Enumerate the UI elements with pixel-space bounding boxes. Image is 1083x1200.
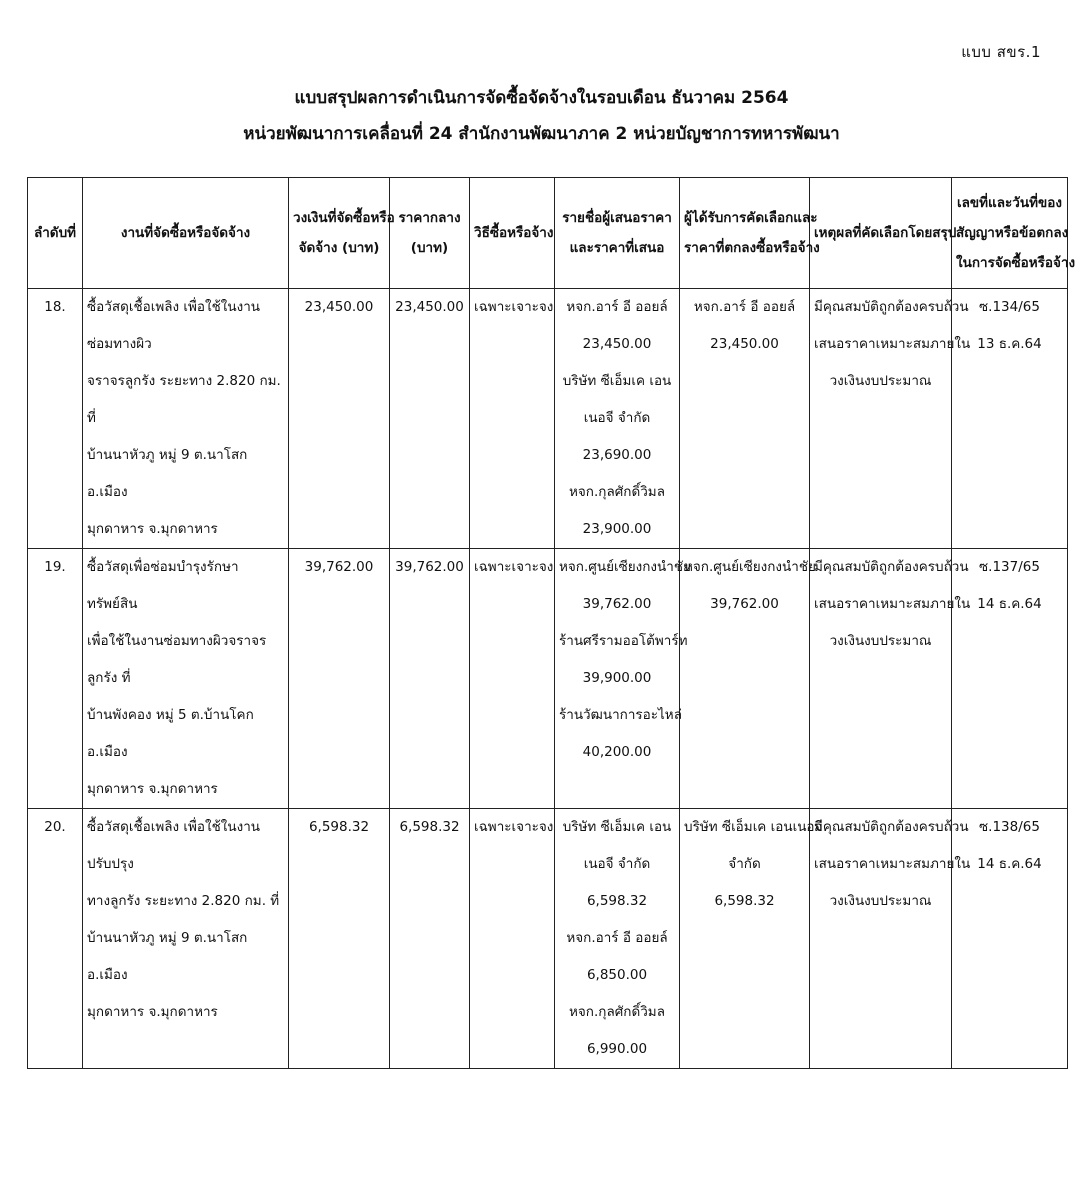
- cell-median-price: 6,598.32: [390, 809, 470, 1069]
- title-line-1: แบบสรุปผลการดำเนินการจัดซื้อจัดจ้างในรอบเดือน ธันวาคม 2564: [294, 88, 789, 108]
- header-reason: เหตุผลที่คัดเลือกโดยสรุป: [810, 178, 952, 289]
- header-item: งานที่จัดซื้อหรือจัดจ้าง: [83, 178, 289, 289]
- cell-method: เฉพาะเจาะจง: [470, 289, 555, 549]
- cell-median-price: 23,450.00: [390, 289, 470, 549]
- form-code: แบบ สขร.1: [961, 43, 1041, 61]
- header-winner: ผู้ได้รับการคัดเลือกและ ราคาที่ตกลงซื้อหรือจ้าง: [680, 178, 810, 289]
- cell-method: เฉพาะเจาะจง: [470, 549, 555, 809]
- table-row: [28, 289, 1068, 549]
- cell-method: เฉพาะเจาะจง: [470, 809, 555, 1069]
- cell-item: ซื้อวัสดุเพื่อซ่อมบำรุงรักษาทรัพย์สิน เพื่อใช้ในงานซ่อมทางผิวจราจรลูกรัง ที่ บ้านพังคอง หมู่ 5 ต.บ้านโคก อ.เมือง มุกดาหาร จ.มุกดาหาร: [83, 549, 289, 809]
- cell-no: 19.: [28, 549, 83, 809]
- cell-contract: ซ.137/65 14 ธ.ค.64: [952, 549, 1068, 809]
- document-title: [0, 80, 1083, 152]
- cell-no: 20.: [28, 809, 83, 1069]
- table-row: [28, 549, 1068, 809]
- cell-budget: 39,762.00: [289, 549, 390, 809]
- cell-no: 18.: [28, 289, 83, 549]
- header-no: ลำดับที่: [28, 178, 83, 289]
- header-bidders: รายชื่อผู้เสนอราคา และราคาที่เสนอ: [555, 178, 680, 289]
- cell-reason: มีคุณสมบัติถูกต้องครบถ้วน เสนอราคาเหมาะสมภายใน วงเงินงบประมาณ: [810, 289, 952, 549]
- procurement-summary-table: [27, 177, 1076, 1069]
- table-header-row: [28, 178, 1068, 289]
- cell-item: ซื้อวัสดุเชื้อเพลิง เพื่อใช้ในงานปรับปรุง ทางลูกรัง ระยะทาง 2.820 กม. ที่ บ้านนาหัวภู หมู่ 9 ต.นาโสก อ.เมือง มุกดาหาร จ.มุกดาหาร: [83, 809, 289, 1069]
- cell-reason: มีคุณสมบัติถูกต้องครบถ้วน เสนอราคาเหมาะสมภายใน วงเงินงบประมาณ: [810, 549, 952, 809]
- cell-median-price: 39,762.00: [390, 549, 470, 809]
- cell-budget: 23,450.00: [289, 289, 390, 549]
- header-method: วิธีซื้อหรือจ้าง: [470, 178, 555, 289]
- cell-reason: มีคุณสมบัติถูกต้องครบถ้วน เสนอราคาเหมาะสมภายใน วงเงินงบประมาณ: [810, 809, 952, 1069]
- cell-contract: ซ.134/65 13 ธ.ค.64: [952, 289, 1068, 549]
- header-budget: วงเงินที่จัดซื้อหรือ จัดจ้าง (บาท): [289, 178, 390, 289]
- header-contract: เลขที่และวันที่ของ สัญญาหรือข้อตกลง ในการจัดซื้อหรือจ้าง: [952, 178, 1068, 289]
- cell-bidders: บริษัท ซีเอ็มเค เอน เนอจี จำกัด 6,598.32 หจก.อาร์ อี ออยล์ 6,850.00 หจก.กุลศักดิ์วิมล 6,990.00: [555, 809, 680, 1069]
- header-median-price: ราคากลาง (บาท): [390, 178, 470, 289]
- cell-bidders: หจก.อาร์ อี ออยล์ 23,450.00 บริษัท ซีเอ็มเค เอน เนอจี จำกัด 23,690.00 หจก.กุลศักดิ์วิมล 23,900.00: [555, 289, 680, 549]
- cell-winner: หจก.อาร์ อี ออยล์ 23,450.00: [680, 289, 810, 549]
- cell-bidders: หจก.ศูนย์เซียงกงนำชัย 39,762.00 ร้านศรีรามออโต้พาร์ท 39,900.00 ร้านวัฒนาการอะไหล่ 40,200.00: [555, 549, 680, 809]
- cell-winner: หจก.ศูนย์เซียงกงนำชัย 39,762.00: [680, 549, 810, 809]
- cell-contract: ซ.138/65 14 ธ.ค.64: [952, 809, 1068, 1069]
- title-line-2: หน่วยพัฒนาการเคลื่อนที่ 24 สำนักงานพัฒนาภาค 2 หน่วยบัญชาการทหารพัฒนา: [243, 124, 840, 144]
- table-row: [28, 809, 1068, 1069]
- cell-item: ซื้อวัสดุเชื้อเพลิง เพื่อใช้ในงานซ่อมทางผิว จราจรลูกรัง ระยะทาง 2.820 กม. ที่ บ้านนาหัวภู หมู่ 9 ต.นาโสก อ.เมือง มุกดาหาร จ.มุกดาหาร: [83, 289, 289, 549]
- cell-winner: บริษัท ซีเอ็มเค เอนเนอจี จำกัด 6,598.32: [680, 809, 810, 1069]
- cell-budget: 6,598.32: [289, 809, 390, 1069]
